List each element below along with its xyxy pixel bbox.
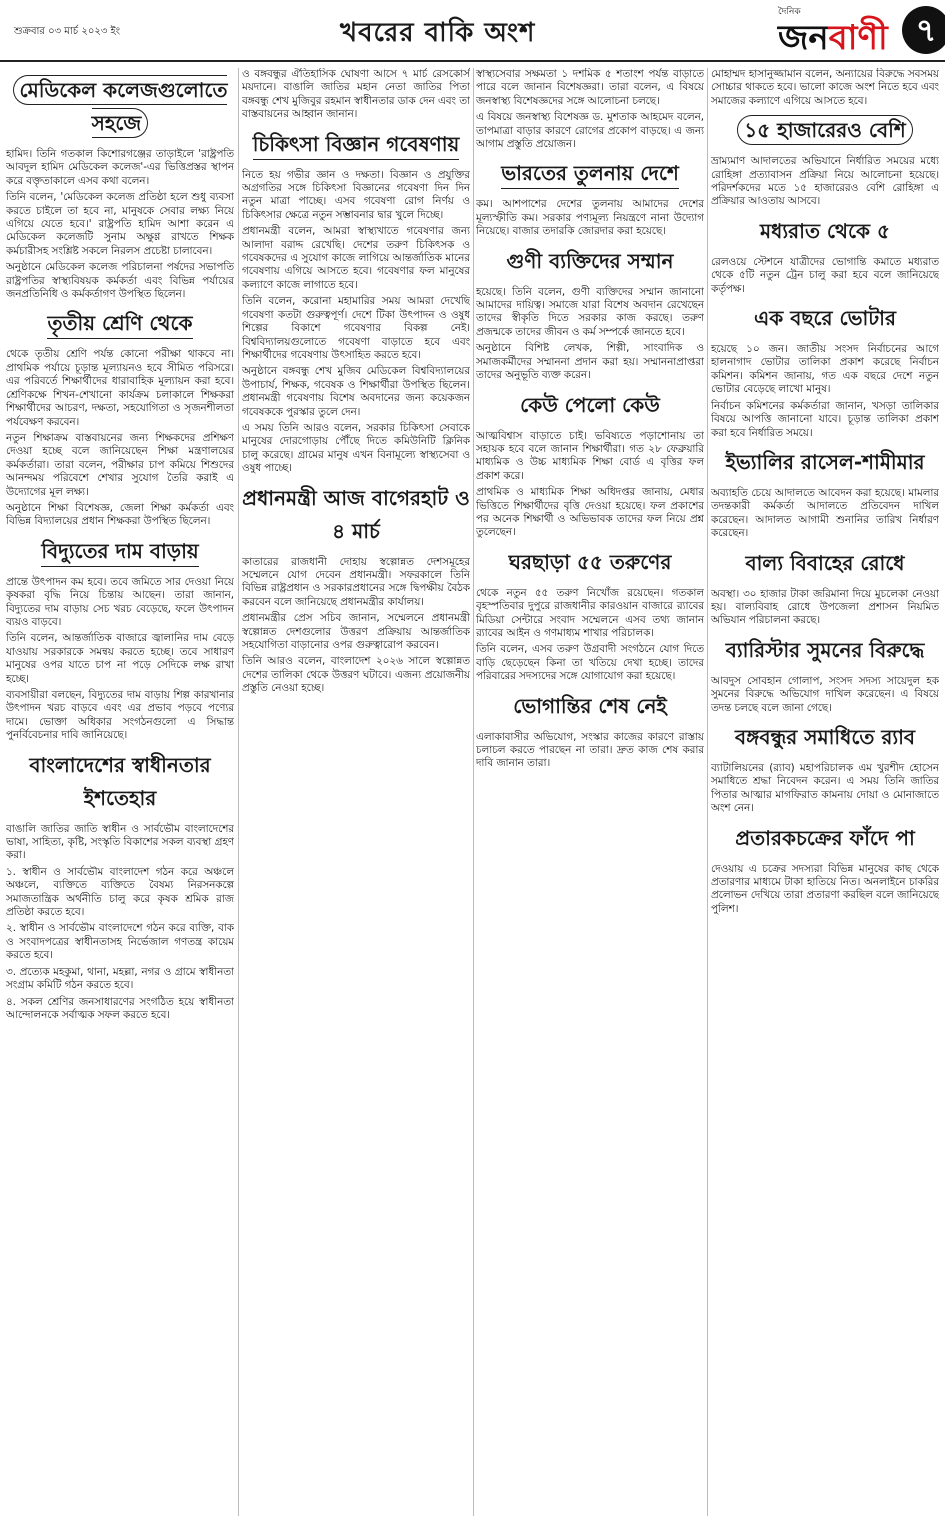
body-paragraph: আবদুস সোবহান গোলাপ, সংসদ সদস্য সায়েদুল হক সুমনের বিরুদ্ধে অভিযোগ দাখিল করেছেন। এ বিষয়ে তদন্ত চলছে বলে জানা গেছে।	[711, 674, 939, 714]
body-paragraph: ও বঙ্গবন্ধুর ঐতিহাসিক ঘোষণা আসে ৭ মার্চ রেসকোর্স ময়দানে। বাঙালি জাতির মহান নেতা জাতির পিতা বঙ্গবন্ধু শেখ মুজিবুর রহমান স্বাধীনতার ডাক দেন এবং তা বাস্তবায়নের আহ্বান জানান।	[242, 68, 470, 121]
body-paragraph: প্রাথমিক ও মাধ্যমিক শিক্ষা অধিদপ্তর জানায়, মেধার ভিত্তিতে শিক্ষার্থীদের বৃত্তি দেওয়া হয়েছে। ফল প্রকাশের পর অনেক শিক্ষার্থী ও অভিভাবক তাদের ফল নিয়ে প্রশ্ন তুলেছেন।	[476, 486, 704, 539]
headline: বাল্য বিবাহের রোধে	[745, 550, 905, 575]
body-paragraph: তিনি বলেন, এসব তরুণ উগ্রবাদী সংগঠনে যোগ দিতে বাড়ি ছেড়েছেন কিনা তা খতিয়ে দেখা হচ্ছে। তাদের পরিবারের সদস্যদের সঙ্গে যোগাযোগ করা হয়েছে।	[476, 643, 704, 683]
headline: মধ্যরাত থেকে ৫	[760, 218, 890, 243]
body-paragraph: অনুষ্ঠানে বিশিষ্ট লেখক, শিল্পী, সাংবাদিক ও সমাজকর্মীদের সম্মাননা প্রদান করা হয়। সম্মাননাপ্রাপ্তরা তাদের অনুভূতি ব্যক্ত করেন।	[476, 342, 704, 382]
body-paragraph: তিনি বলেন, করোনা মহামারির সময় আমরা দেখেছি গবেষণা কতটা গুরুত্বপূর্ণ। দেশে টিকা উৎপাদন ও ওষুধ শিল্পের বিকাশে গবেষণার বিকল্প নেই। বিশ্ববিদ্যালয়গুলোতে গবেষণা বাড়াতে হবে এবং শিক্ষার্থীদের গবেষণায় উৎসাহিত করতে হবে।	[242, 295, 470, 361]
headline-block	[476, 692, 704, 725]
body-paragraph: তিনি বলেন, 'মেডিকেল কলেজ প্রতিষ্ঠা হলে শুধু ব্যবসা করতে চাইলে তা হবে না, মানুষকে সেবার লক্ষ্য নিয়ে এগিয়ে যেতে হবে।' রাষ্ট্রপতি হামিদ আশা করেন এ মেডিকেল কলেজটি সুনাম অক্ষুণ্ণ রাখতে শিক্ষক কর্মচারীসহ সংশ্লিষ্ট সকলে নিরলস প্রচেষ্টা চালাবেন।	[6, 191, 234, 257]
headline-block	[6, 537, 234, 570]
headline-block	[711, 723, 939, 756]
column-divider	[473, 68, 474, 1516]
body-paragraph: ১. স্বাধীন ও সার্বভৌম বাংলাদেশ গঠন করে অঞ্চলে অঞ্চলে, ব্যক্তিতে ব্যক্তিতে বৈষম্য নিরসনকল্পে সমাজতান্ত্রিক অর্থনীতি চালু করে কৃষক শ্রমিক রাজ প্রতিষ্ঠা করতে হবে।	[6, 865, 234, 919]
headline-block	[711, 448, 939, 481]
headline: ১৫ হাজারেরও বেশি	[737, 115, 912, 145]
headline: ভোগান্তির শেষ নেই	[513, 693, 667, 718]
body-paragraph: অনুষ্ঠানে বঙ্গবন্ধু শেখ মুজিব মেডিকেল বিশ্ববিদ্যালয়ের উপাচার্য, শিক্ষক, গবেষক ও শিক্ষার্থীরা উপস্থিত ছিলেন। প্রধানমন্ত্রী গবেষণায় বিশেষ অবদানের জন্য কয়েকজন গবেষককে পুরস্কার তুলে দেন।	[242, 365, 470, 418]
headline-block	[711, 217, 939, 250]
headline: ঘরছাড়া ৫৫ তরুণের	[508, 549, 672, 574]
body-paragraph: রেলওয়ে স্টেশনে যাত্রীদের ভোগান্তি কমাতে মধ্যরাত থেকে ৫টি নতুন ট্রেন চালু করা হবে বলে জানিয়েছে কর্তৃপক্ষ।	[711, 255, 939, 295]
headline: ভারতের তুলনায় দেশে	[501, 161, 679, 189]
headline: গুণী ব্যক্তিদের সম্মান	[506, 248, 674, 273]
headline: প্রধানমন্ত্রী আজ বাগেরহাট ও ৪ মার্চ	[242, 485, 470, 543]
headline-block	[6, 76, 234, 142]
body-paragraph: ৪. সকল শ্রেণির জনসাধারণের সংগঠিত হয়ে স্বাধীনতা আন্দোলনকে সর্বাত্মক সফল করতে হবে।	[6, 995, 234, 1021]
article-column-2	[242, 68, 470, 1516]
headline: বাংলাদেশের স্বাধীনতার ইশতেহার	[29, 752, 211, 810]
headline-block	[476, 391, 704, 424]
body-paragraph: অনুষ্ঠানে শিক্ষা বিশেষজ্ঞ, জেলা শিক্ষা কর্মকর্তা এবং বিভিন্ন বিদ্যালয়ের প্রধান শিক্ষকরা উপস্থিত ছিলেন।	[6, 501, 234, 528]
headline-block	[6, 309, 234, 342]
body-paragraph: নির্বাচন কমিশনের কর্মকর্তারা জানান, খসড়া তালিকার বিষয়ে আপত্তি জানানো যাবে। চূড়ান্ত তালিকা প্রকাশ করা হবে নির্ধারিত সময়ে।	[711, 399, 939, 439]
body-paragraph: দেওয়ায় এ চক্রের সদস্যরা বিভিন্ন মানুষের কাছ থেকে প্রতারণার মাধ্যমে টাকা হাতিয়ে নিত। অনলাইনে চাকরির প্রলোভন দেখিয়ে তারা প্রতারণা করছিল বলে জানিয়েছে পুলিশ।	[711, 862, 939, 915]
body-paragraph: প্রধানমন্ত্রী বলেন, আমরা স্বাস্থ্যখাতে গবেষণার জন্য আলাদা বরাদ্দ রেখেছি। দেশের তরুণ চিকিৎসক ও গবেষকদের এ সুযোগ কাজে লাগিয়ে আন্তর্জাতিক মানের গবেষণায় এগিয়ে আসতে হবে। গবেষণার ফল মানুষের কল্যাণে কাজে লাগাতে হবে।	[242, 225, 470, 291]
body-paragraph: মোহাম্মদ হাসানুজ্জামান বলেন, অন্যায়ের বিরুদ্ধে সবসময় সোচ্চার থাকতে হবে। ভালো কাজে অংশ নিতে হবে এবং সমাজের কল্যাণে এগিয়ে আসতে হবে।	[711, 68, 939, 107]
body-paragraph: এ বিষয়ে জনস্বাস্থ্য বিশেষজ্ঞ ড. মুশতাক আহমেদ বলেন, তাপমাত্রা বাড়ার কারণে রোগের প্রকোপ বাড়ছে। এ জন্য আগাম প্রস্তুতি প্রয়োজন।	[476, 111, 704, 151]
body-paragraph: তিনি বলেন, আন্তর্জাতিক বাজারে জ্বালানির দাম বেড়ে যাওয়ায় সরকারকে সমন্বয় করতে হচ্ছে। তবে সাধারণ মানুষের ওপর যাতে চাপ না পড়ে সেদিকে লক্ষ রাখা হচ্ছে।	[6, 632, 234, 685]
body-paragraph: প্রধানমন্ত্রীর প্রেস সচিব জানান, সম্মেলনে প্রধানমন্ত্রী স্বল্পোন্নত দেশগুলোর উত্তরণ প্রক্রিয়ায় আন্তর্জাতিক সহযোগিতা বাড়ানোর ওপর গুরুত্বারোপ করবেন।	[242, 612, 470, 651]
body-paragraph: অনুষ্ঠানে মেডিকেল কলেজ পরিচালনা পর্ষদের সভাপতি রাষ্ট্রপতির স্বাস্থ্যবিষয়ক কর্মকর্তা এবং বিভিন্ন পর্যায়ের জনপ্রতিনিধি ও কর্মকর্তাগণ উপস্থিত ছিলেন।	[6, 261, 234, 301]
logo-right: বাণী	[828, 18, 888, 58]
section-title: খবরের বাকি অংশ	[340, 18, 536, 48]
body-paragraph: নিতে হয় গভীর জ্ঞান ও দক্ষতা। বিজ্ঞান ও প্রযুক্তির অগ্রগতির সঙ্গে চিকিৎসা বিজ্ঞানের গবেষণা দিন দিন নতুন মাত্রা পাচ্ছে। এসব গবেষণা রোগ নির্ণয় ও চিকিৎসার ক্ষেত্রে নতুন সম্ভাবনার দ্বার খুলে দিচ্ছে।	[242, 168, 470, 221]
column-divider	[707, 68, 708, 1516]
body-paragraph: এ সময় তিনি আরও বলেন, সরকার চিকিৎসা সেবাকে মানুষের দোরগোড়ায় পৌঁছে দিতে কমিউনিটি ক্লিনিক চালু করেছে। গ্রামের মানুষ এখন বিনামূল্যে স্বাস্থ্যসেবা ও ওষুধ পাচ্ছে।	[242, 421, 470, 475]
column-divider	[238, 68, 239, 1516]
body-paragraph: ২. স্বাধীন ও সার্বভৌম বাংলাদেশে গঠন করে ব্যক্তি, বাক ও সংবাদপত্রের স্বাধীনতাসহ নির্ভেজাল গণতন্ত্র কায়েম করতে হবে।	[6, 922, 234, 962]
headline: বঙ্গবন্ধুর সমাধিতে র‍্যাব	[734, 724, 916, 749]
body-paragraph: ৩. প্রত্যেক মহকুমা, থানা, মহল্লা, নগর ও গ্রামে স্বাধীনতা সংগ্রাম কমিটি গঠন করতে হবে।	[6, 965, 234, 992]
headline: বিদ্যুতের দাম বাড়ায়	[41, 539, 198, 567]
headline-block	[711, 304, 939, 337]
body-paragraph: ভ্রাম্যমাণ আদালতের অভিযানে নির্ধারিত সময়ের মধ্যে রোহিঙ্গা প্রত্যাবাসন প্রক্রিয়া নিয়ে আলোচনা হয়েছে। পরিদর্শকদের মতে ১৫ হাজারেরও বেশি রোহিঙ্গা এ প্রক্রিয়ার আওতায় আসবে।	[711, 155, 939, 208]
headline-block	[476, 159, 704, 192]
date-line: শুক্রবার ০৩ মার্চ ২০২৩ ইং	[14, 26, 121, 37]
body-paragraph: কাতারের রাজধানী দোহায় স্বল্পোন্নত দেশসমূহের সম্মেলনে যোগ দেবেন প্রধানমন্ত্রী। সফরকালে তিনি বিভিন্ন রাষ্ট্রপ্রধান ও সরকারপ্রধানের সঙ্গে দ্বিপক্ষীয় বৈঠক করবেন বলে জানিয়েছে প্রধানমন্ত্রীর কার্যালয়।	[242, 555, 470, 608]
headline: ইভ্যালির রাসেল-শামীমার	[725, 449, 925, 474]
headline: প্রতারকচক্রের ফাঁদে পা	[735, 825, 915, 850]
body-paragraph: ব্যাটালিয়নের (র‍্যাব) মহাপরিচালক এম খুরশীদ হোসেন সমাধিতে শ্রদ্ধা নিবেদন করেন। এ সময় তিনি জাতির পিতার আত্মার মাগফিরাত কামনায় দোয়া ও মোনাজাতে অংশ নেন।	[711, 761, 939, 815]
headline-block	[476, 247, 704, 280]
headline-block	[242, 484, 470, 550]
logo-left: জন	[778, 18, 829, 58]
page-number-badge: ৭	[902, 6, 945, 54]
body-paragraph: স্বাস্থ্যসেবার সক্ষমতা ১ দশমিক ৫ শতাংশ পর্যন্ত বাড়াতে পারে বলে জানান বিশেষজ্ঞরা। তারা বলেন, এ বিষয়ে জনস্বাস্থ্য বিশেষজ্ঞদের সঙ্গে আলোচনা চলছে।	[476, 68, 704, 107]
headline: ব্যারিস্টার সুমনের বিরুদ্ধে	[725, 637, 925, 662]
body-paragraph: হামিদ। তিনি গতকাল কিশোরগঞ্জের তাড়াইলে 'রাষ্ট্রপতি আবদুল হামিদ মেডিকেল কলেজ'-এর ভিত্তিপ্রস্তর স্থাপন করে বক্তৃতাকালে এসব কথা বলেন।	[6, 148, 234, 187]
body-paragraph: হয়েছে। তিনি বলেন, গুণী ব্যক্তিদের সম্মান জানানো আমাদের দায়িত্ব। সমাজে যারা বিশেষ অবদান রেখেছেন তাদের স্বীকৃতি দিতে সরকার কাজ করছে। তরুণ প্রজন্মকে তাদের জীবন ও কর্ম সম্পর্কে জানতে হবে।	[476, 285, 704, 338]
headline: এক বছরে ভোটার	[754, 306, 896, 331]
headline: কেউ পেলো কেউ	[520, 392, 660, 417]
logo-wordmark	[778, 12, 888, 69]
article-column-4	[711, 68, 939, 1516]
page-header	[0, 0, 945, 62]
headline-block	[711, 636, 939, 669]
body-paragraph: থেকে নতুন ৫৫ তরুণ নিখোঁজ রয়েছেন। গতকাল বৃহস্পতিবার দুপুরে রাজধানীর কারওয়ান বাজারে র‍্যাবের মিডিয়া সেন্টারে সংবাদ সম্মেলনে এসব তথ্য জানান র‍্যাবের আইন ও গণমাধ্যম শাখার পরিচালক।	[476, 586, 704, 639]
headline-block	[242, 130, 470, 163]
body-paragraph: তিনি আরও বলেন, বাংলাদেশ ২০২৬ সালে স্বল্পোন্নত দেশের তালিকা থেকে উত্তরণ ঘটাবে। এজন্য প্রয়োজনীয় প্রস্তুতি নেওয়া হচ্ছে।	[242, 655, 470, 695]
body-paragraph: নতুন শিক্ষাক্রম বাস্তবায়নের জন্য শিক্ষকদের প্রশিক্ষণ দেওয়া হচ্ছে বলে জানিয়েছেন শিক্ষা মন্ত্রণালয়ের কর্মকর্তারা। তারা বলেন, পরীক্ষার চাপ কমিয়ে শিশুদের আনন্দময় পরিবেশে শেখার সুযোগ তৈরি করাই এ উদ্যোগের মূল লক্ষ্য।	[6, 431, 234, 498]
article-column-3	[476, 68, 704, 1516]
headline-block	[711, 824, 939, 857]
body-paragraph: কম। আশপাশের দেশের তুলনায় আমাদের দেশের মূল্যস্ফীতি কম। সরকার পণ্যমূল্য নিয়ন্ত্রণে নানা উদ্যোগ নিয়েছে। বাজার তদারকি জোরদার করা হয়েছে।	[476, 198, 704, 238]
body-paragraph: প্রান্তে উৎপাদন কম হবে। তবে জমিতে সার দেওয়া নিয়ে কৃষকরা বৃদ্ধি নিয়ে চিন্তায় আছেন। তারা জানান, বিদ্যুতের দাম বাড়ায় সেচ খরচ বেড়েছে, ফলে উৎপাদন ব্যয়ও বাড়বে।	[6, 575, 234, 628]
body-paragraph: থেকে তৃতীয় শ্রেণি পর্যন্ত কোনো পরীক্ষা থাকবে না। প্রাথমিক পর্যায়ে চূড়ান্ত মূল্যায়নও হবে সীমিত পরিসরে। এর পরিবর্তে শিক্ষার্থীদের ধারাবাহিক মূল্যায়ন করা হবে। শ্রেণিকক্ষে শিখন-শেখানো কার্যক্রম চলাকালে শিক্ষকরা শিক্ষার্থীদের আচরণ, দক্ষতা, সহযোগিতা ও সৃজনশীলতা পর্যবেক্ষণ করবেন।	[6, 348, 234, 428]
body-paragraph: ব্যবসায়ীরা বলছেন, বিদ্যুতের দাম বাড়ায় শিল্প কারখানার উৎপাদন খরচ বাড়বে এবং এর প্রভাব পড়বে পণ্যের দামে। ভোক্তা অধিকার সংগঠনগুলো এ সিদ্ধান্ত পুনর্বিবেচনার দাবি জানিয়েছে।	[6, 689, 234, 742]
body-paragraph: অব্যাহতি চেয়ে আদালতে আবেদন করা হয়েছে। মামলার তদন্তকারী কর্মকর্তা আদালতে প্রতিবেদন দাখিল করেছেন। আদালত আগামী শুনানির তারিখ নির্ধারণ করেছেন।	[711, 486, 939, 540]
headline: চিকিৎসা বিজ্ঞান গবেষণায়	[253, 132, 460, 160]
headline: তৃতীয় শ্রেণি থেকে	[47, 311, 192, 339]
body-paragraph: বাঙালি জাতির জাতি স্বাধীন ও সার্বভৌম বাংলাদেশের ভাষা, সাহিত্য, কৃষ্টি, সংস্কৃতি বিকাশের সকল ব্যবস্থা গ্রহণ করা।	[6, 822, 234, 862]
body-paragraph: এলাকাবাসীর অভিযোগ, সংস্কার কাজের কারণে রাস্তায় চলাচল করতে পারছেন না তারা। দ্রুত কাজ শেষ করার দাবি জানান তারা।	[476, 730, 704, 770]
headline-block	[6, 751, 234, 817]
headline-block	[711, 116, 939, 149]
headline-block	[476, 548, 704, 581]
body-paragraph: আত্মবিশ্বাস বাড়াতে চাই। ভবিষ্যতে পড়াশোনায় তা সহায়ক হবে বলে জানান শিক্ষার্থীরা। গত ২৮ ফেব্রুয়ারি মাধ্যমিক ও উচ্চ মাধ্যমিক শিক্ষা বোর্ড এ বৃত্তির ফল প্রকাশ করে।	[476, 429, 704, 482]
article-column-1	[6, 68, 234, 1516]
headline: মেডিকেল কলেজগুলোতে সহজে	[13, 75, 228, 138]
headline-block	[711, 549, 939, 582]
body-paragraph: হয়েছে ১০ জন। জাতীয় সংসদ নির্বাচনের আগে হালনাগাদ ভোটার তালিকা প্রকাশ করেছে নির্বাচন কমিশন। কমিশন জানায়, গত এক বছরে দেশে নতুন ভোটার বেড়েছে লাখো মানুষ।	[711, 343, 939, 396]
body-paragraph: অবস্থা। ৩০ হাজার টাকা জরিমানা দিয়ে মুচলেকা নেওয়া হয়। বাল্যবিবাহ রোধে উপজেলা প্রশাসন নিয়মিত অভিযান পরিচালনা করছে।	[711, 587, 939, 627]
logo-prefix: দৈনিক	[778, 7, 801, 17]
